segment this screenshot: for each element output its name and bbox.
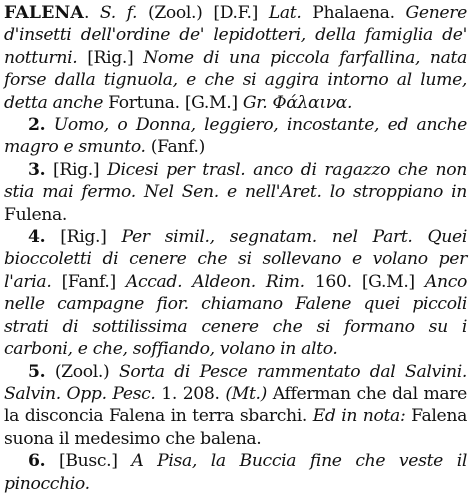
sense-text: Sorta di Pesce rammentato dal Salvini. Salvin. Opp. Pesc. (4, 361, 467, 404)
sense-text: Per simil., segnatam. nel Part. Quei bioccoletti di cenere che si sollevano e volano per l'aria. (4, 227, 467, 292)
sense-number: 2. (28, 115, 46, 136)
source-mt: (Mt.) (225, 383, 267, 404)
sense-source: (Fanf.) (150, 137, 206, 158)
sense-6 (4, 450, 467, 495)
source-fanf: [Fanf.] (61, 271, 116, 292)
sense-source: [Busc.] (59, 451, 118, 472)
grammar-label: S. f. (99, 3, 138, 23)
sense-number: 3. (28, 159, 46, 180)
greek-label: Gr. (242, 92, 268, 113)
citation-number: 160. (314, 271, 352, 292)
nota-text: Falena suona il medesimo che balena. (4, 406, 467, 449)
sense-5 (4, 361, 467, 451)
source-gm: [G.M.] (361, 271, 415, 292)
sense-source: (Zool.) (54, 361, 110, 382)
sense-2 (4, 114, 467, 159)
citation: Accad. Aldeon. Rim. (125, 271, 305, 292)
headword: FALENA (4, 3, 84, 23)
sense-text-2: Anco nelle campagne fior. chiamano Falene quei piccoli strati di sottilissima cenere che si formano su i carboni, e che, soffiando, volano in alto. (4, 271, 467, 360)
quote: Afferman che dal mare la disconcia Falena in terra sbarchi. (4, 383, 467, 427)
citation-number: 1. 208. (161, 383, 220, 404)
lat-label: Lat. (268, 3, 302, 23)
sense-number: 6. (28, 451, 46, 472)
sense-word: Fulena. (4, 204, 67, 225)
sense-text: Dicesi per trasl. anco di ragazzo che non stia mai fermo. Nel Sen. e nell'Aret. lo stroppiano in (4, 159, 467, 203)
entry-main: FALENA. S. f. (Zool.) [D.F.] Lat. Phalaena. Genere d'insetti dell'ordine de' lepidotteri, della famiglia de' notturni. [Rig.] Nome di una piccola farfallina, nata forse dalla tignuola, e che si aggira intorno al lume, detta anche Fortuna. [G.M.] Gr. Φάλαινα. (4, 3, 467, 113)
sense-text: Uomo, o Donna, leggiero, incostante, ed anche magro e smunto. (4, 115, 467, 158)
sense-number: 4. (28, 227, 46, 248)
sense-4 (4, 226, 467, 360)
sense-source: [Rig.] (53, 159, 100, 180)
sense-3 (4, 159, 467, 226)
greek-word: Φάλαινα. (272, 92, 353, 113)
sense-number: 5. (28, 361, 46, 382)
dictionary-entry (4, 2, 467, 495)
source-rig: [Rig.] (87, 47, 134, 68)
source-label: (Zool.) [D.F.] (147, 3, 258, 23)
word-fortuna: Fortuna. (108, 92, 180, 113)
latin-word: Phalaena. (312, 3, 395, 23)
sense-text: A Pisa, la Buccia fine che veste il pinocchio. (4, 451, 467, 494)
sense-source: [Rig.] (60, 227, 107, 248)
nota-label: Ed in nota: (312, 406, 406, 427)
source-gm: [G.M.] (184, 92, 238, 113)
definition-2: Nome di una piccola farfallina, nata forse dalla tignuola, e che si aggira intorno al lume, detta anche (4, 47, 467, 113)
definition-1: Genere d'insetti dell'ordine de' lepidotteri, della famiglia de' notturni. (4, 3, 467, 68)
